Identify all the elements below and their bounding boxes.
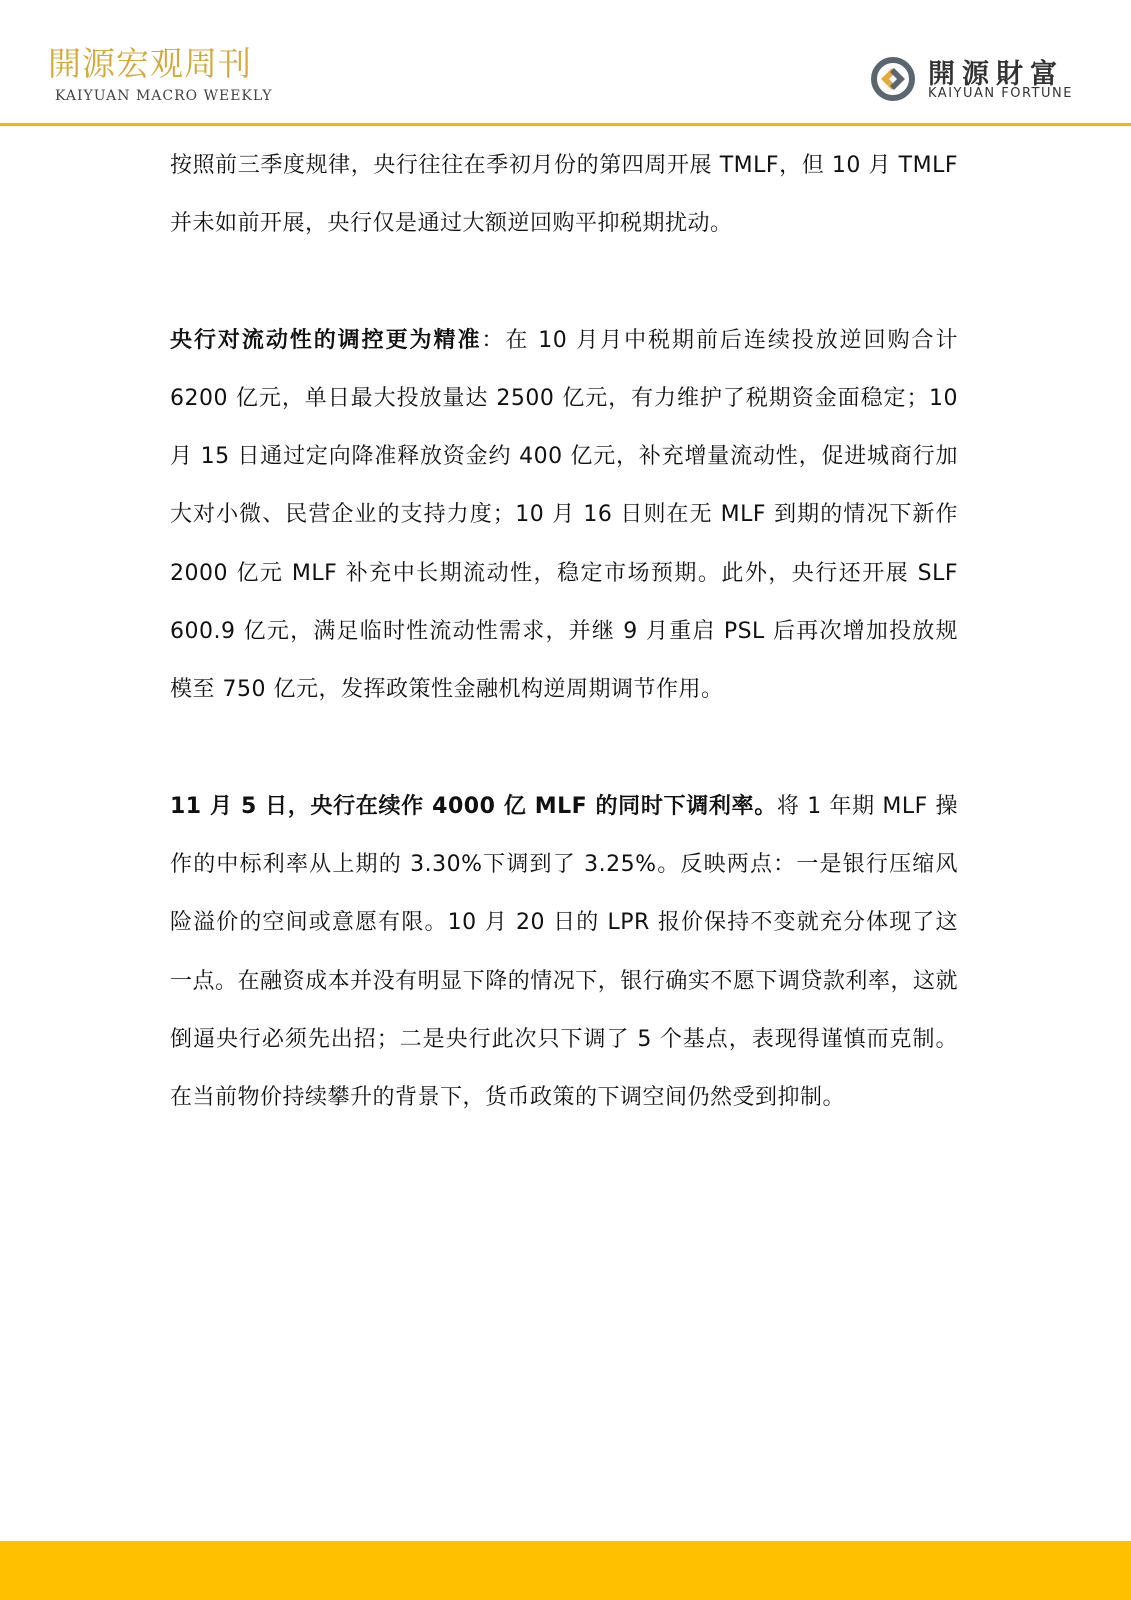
paragraph-text: 将 1 年期 MLF 操作的中标利率从上期的 3.30%下调到了 3.25%。反映两点：一是银行压缩风险溢价的空间或意愿有限。10 月 20 日的 LPR 报价保持不变就充分体现了这一点。在融资成本并没有明显下降的情况下，银行确实不愿下调贷款利率，这就倒逼央行必须先出招；二是央行此次只下调了 5 个基点，表现得谨慎而克制。在当前物价持续攀升的背景下，货币政策的下调空间仍然受到抑制。 (170, 793, 958, 1111)
header-divider (0, 123, 1131, 126)
paragraph (170, 137, 958, 254)
footer-bar (0, 1541, 1131, 1600)
paragraph-lead: 11 月 5 日，央行在续作 4000 亿 MLF 的同时下调利率。 (170, 793, 777, 819)
paragraph-text: ：在 10 月月中税期前后连续投放逆回购合计 6200 亿元，单日最大投放量达 2500 亿元，有力维护了税期资金面稳定；10 月 15 日通过定向降准释放资金约 400 亿元，补充增量流动性，促进城商行加大对小微、民营企业的支持力度；10 月 16 日则在无 MLF 到期的情况下新作 2000 亿元 MLF 补充中长期流动性，稳定市场预期。此外，央行还开展 SLF 600.9 亿元，满足临时性流动性需求，并继 9 月重启 PSL 后再次增加投放规模至 750 亿元，发挥政策性金融机构逆周期调节作用。 (170, 327, 958, 703)
kaiyuan-logo-icon (868, 54, 918, 104)
paragraph (170, 312, 958, 720)
page-header (0, 0, 1131, 126)
paragraph-text: 按照前三季度规律，央行往往在季初月份的第四周开展 TMLF，但 10 月 TMLF 并未如前开展，央行仅是通过大额逆回购平抑税期扰动。 (170, 153, 958, 237)
publication-title: 開源宏观周刊 (48, 44, 252, 83)
company-name-en: KAIYUAN FORTUNE (928, 86, 1073, 101)
paragraph-lead: 央行对流动性的调控更为精准 (170, 327, 482, 353)
publication-subtitle: KAIYUAN MACRO WEEKLY (55, 88, 273, 104)
paragraph (170, 778, 958, 1128)
company-logo (868, 52, 1098, 106)
company-name-cn: 開源財富 (928, 59, 1064, 90)
article-body (170, 137, 958, 1185)
